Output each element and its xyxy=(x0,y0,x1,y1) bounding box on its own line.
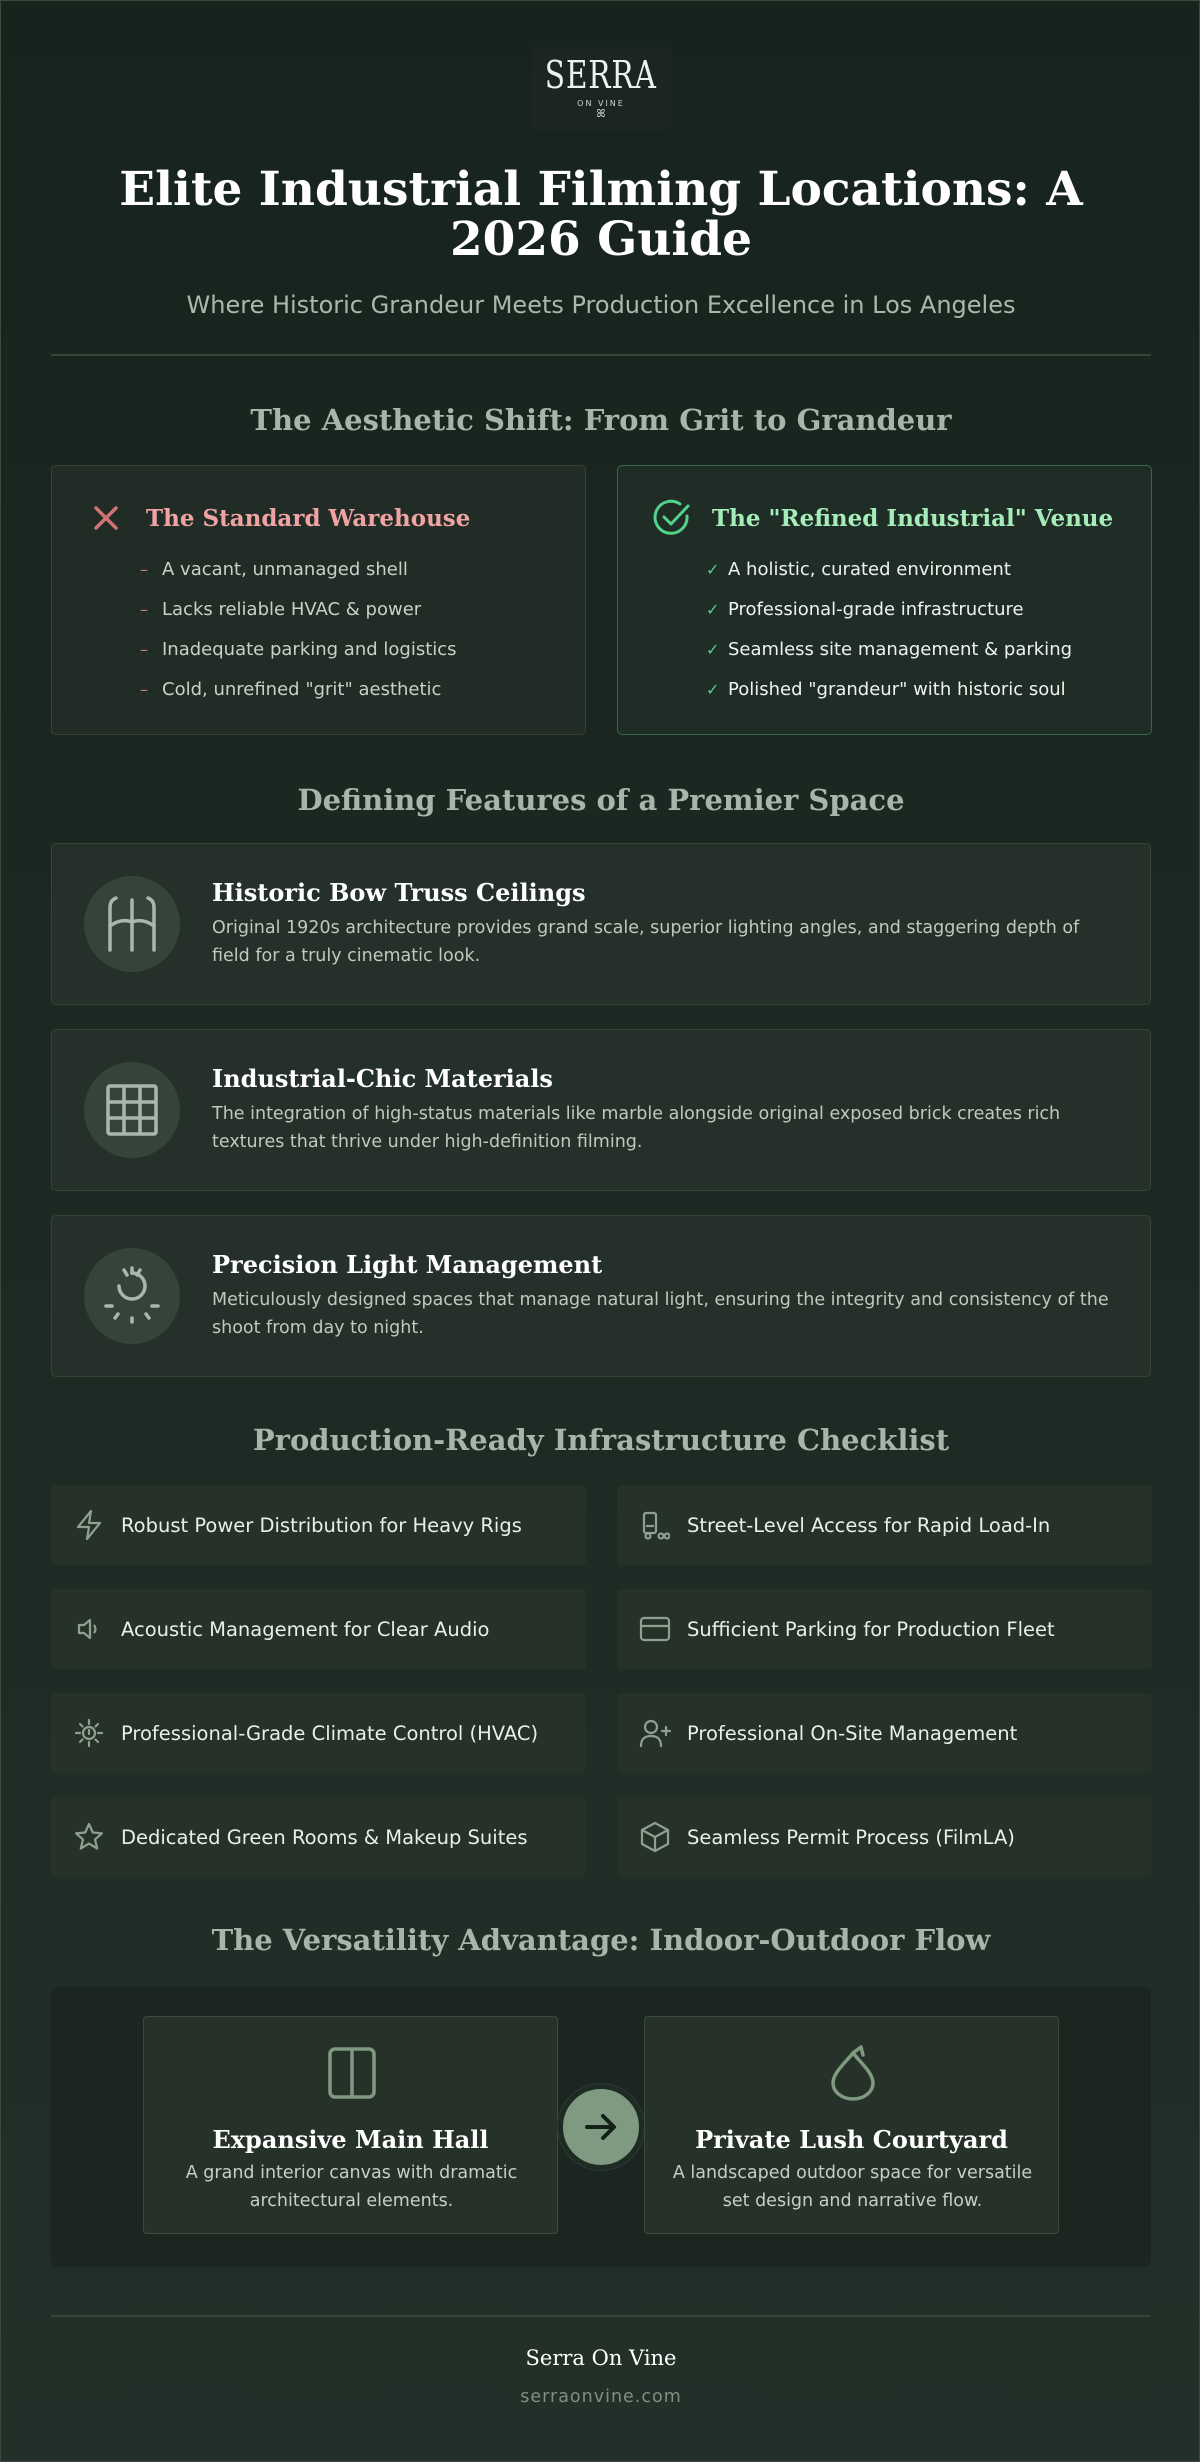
feature-description: Meticulously designed spaces that manage natural light, ensuring the integrity and consistency of the shoot from day to night. xyxy=(212,1290,1109,1338)
sun-icon xyxy=(73,1717,105,1749)
list-item: – Lacks reliable HVAC & power xyxy=(140,590,585,630)
divider xyxy=(51,2315,1151,2317)
checklist-item: Professional-Grade Climate Control (HVAC) xyxy=(51,1693,586,1773)
dash-marker: – xyxy=(140,640,148,659)
vine-icon: ꕤ xyxy=(596,107,606,120)
card-icon xyxy=(639,1613,671,1645)
list-item: – A vacant, unmanaged shell xyxy=(140,550,585,590)
checklist-item: Acoustic Management for Clear Audio xyxy=(51,1589,586,1669)
courtyard-title: Private Lush Courtyard xyxy=(695,2125,1008,2154)
section-heading-versatility: The Versatility Advantage: Indoor-Outdoor Flow xyxy=(211,1923,991,1957)
main-hall-card xyxy=(143,2016,558,2234)
feature-icon-circle xyxy=(84,876,180,972)
checklist-item: Street-Level Access for Rapid Load-In xyxy=(617,1485,1152,1565)
footer-url-link[interactable]: serraonvine.com xyxy=(520,2387,682,2407)
refined-industrial-card xyxy=(617,465,1152,735)
brand-logo[interactable] xyxy=(531,47,671,131)
logo-subtitle: ON VINE xyxy=(577,99,625,108)
checklist-item: Professional On-Site Management xyxy=(617,1693,1152,1773)
list-item: ✓ Professional-grade infrastructure xyxy=(706,590,1151,630)
dash-marker: – xyxy=(140,680,148,699)
dash-marker: – xyxy=(140,600,148,619)
truck-icon xyxy=(639,1509,671,1541)
feature-icon-circle xyxy=(84,1248,180,1344)
section-heading-features: Defining Features of a Premier Space xyxy=(297,783,905,817)
dash-marker: – xyxy=(140,560,148,579)
star-icon xyxy=(73,1821,105,1853)
logo-wordmark: SERRA xyxy=(545,53,657,97)
main-hall-description: A grand interior canvas with dramatic architectural elements. xyxy=(185,2163,518,2211)
courtyard-description: A landscaped outdoor space for versatile set design and narrative flow. xyxy=(672,2163,1033,2211)
feature-card-light xyxy=(51,1215,1151,1377)
checklist-item: Robust Power Distribution for Heavy Rigs xyxy=(51,1485,586,1565)
grid-icon xyxy=(106,1084,158,1136)
section-heading-aesthetic: The Aesthetic Shift: From Grit to Grandeur xyxy=(250,403,952,437)
courtyard-card xyxy=(644,2016,1059,2234)
footer-brand-name: Serra On Vine xyxy=(525,2346,677,2370)
speaker-icon xyxy=(73,1613,105,1645)
list-item: ✓ A holistic, curated environment xyxy=(706,550,1151,590)
list-item: – Cold, unrefined "grit" aesthetic xyxy=(140,670,585,710)
check-icon: ✓ xyxy=(706,600,720,619)
sunrise-icon xyxy=(102,1266,162,1326)
refined-industrial-title: The "Refined Industrial" Venue xyxy=(712,504,1114,532)
feature-title: Precision Light Management xyxy=(212,1250,603,1279)
feature-title: Industrial-Chic Materials xyxy=(212,1064,553,1093)
feature-icon-circle xyxy=(84,1062,180,1158)
truss-icon xyxy=(104,894,160,954)
feature-card-bow-truss xyxy=(51,843,1151,1005)
page-subtitle: Where Historic Grandeur Meets Production Excellence in Los Angeles xyxy=(186,291,1016,319)
checklist-item: Sufficient Parking for Production Fleet xyxy=(617,1589,1152,1669)
checklist-item: Seamless Permit Process (FilmLA) xyxy=(617,1797,1152,1877)
checklist-item: Dedicated Green Rooms & Makeup Suites xyxy=(51,1797,586,1877)
feature-description: The integration of high-status materials like marble alongside original exposed brick creates rich textures that thrive under high-definition filming. xyxy=(212,1104,1061,1152)
check-icon: ✓ xyxy=(706,640,720,659)
feature-card-materials xyxy=(51,1029,1151,1191)
divider xyxy=(51,354,1151,356)
box-icon xyxy=(639,1821,671,1853)
list-item: – Inadequate parking and logistics xyxy=(140,630,585,670)
standard-warehouse-card xyxy=(51,465,586,735)
indoor-outdoor-flow xyxy=(51,1987,1151,2267)
section-heading-checklist: Production-Ready Infrastructure Checklist xyxy=(252,1423,950,1457)
main-hall-title: Expansive Main Hall xyxy=(212,2125,489,2154)
lightning-icon xyxy=(73,1509,105,1541)
check-icon: ✓ xyxy=(706,560,720,579)
feature-description: Original 1920s architecture provides grand scale, superior lighting angles, and staggering depth of field for a truly cinematic look. xyxy=(212,918,1080,966)
standard-warehouse-title: The Standard Warehouse xyxy=(146,504,471,532)
hall-icon xyxy=(324,2045,380,2101)
check-icon: ✓ xyxy=(706,680,720,699)
x-icon xyxy=(86,498,126,538)
leaf-icon xyxy=(825,2045,881,2101)
list-item: ✓ Seamless site management & parking xyxy=(706,630,1151,670)
user-plus-icon xyxy=(639,1717,671,1749)
list-item: ✓ Polished "grandeur" with historic soul xyxy=(706,670,1151,710)
feature-title: Historic Bow Truss Ceilings xyxy=(212,878,586,907)
arrow-right-icon[interactable] xyxy=(558,2084,644,2170)
check-circle-icon xyxy=(652,498,692,538)
page-title: Elite Industrial Filming Locations: A 2026 Guide xyxy=(119,162,1083,267)
